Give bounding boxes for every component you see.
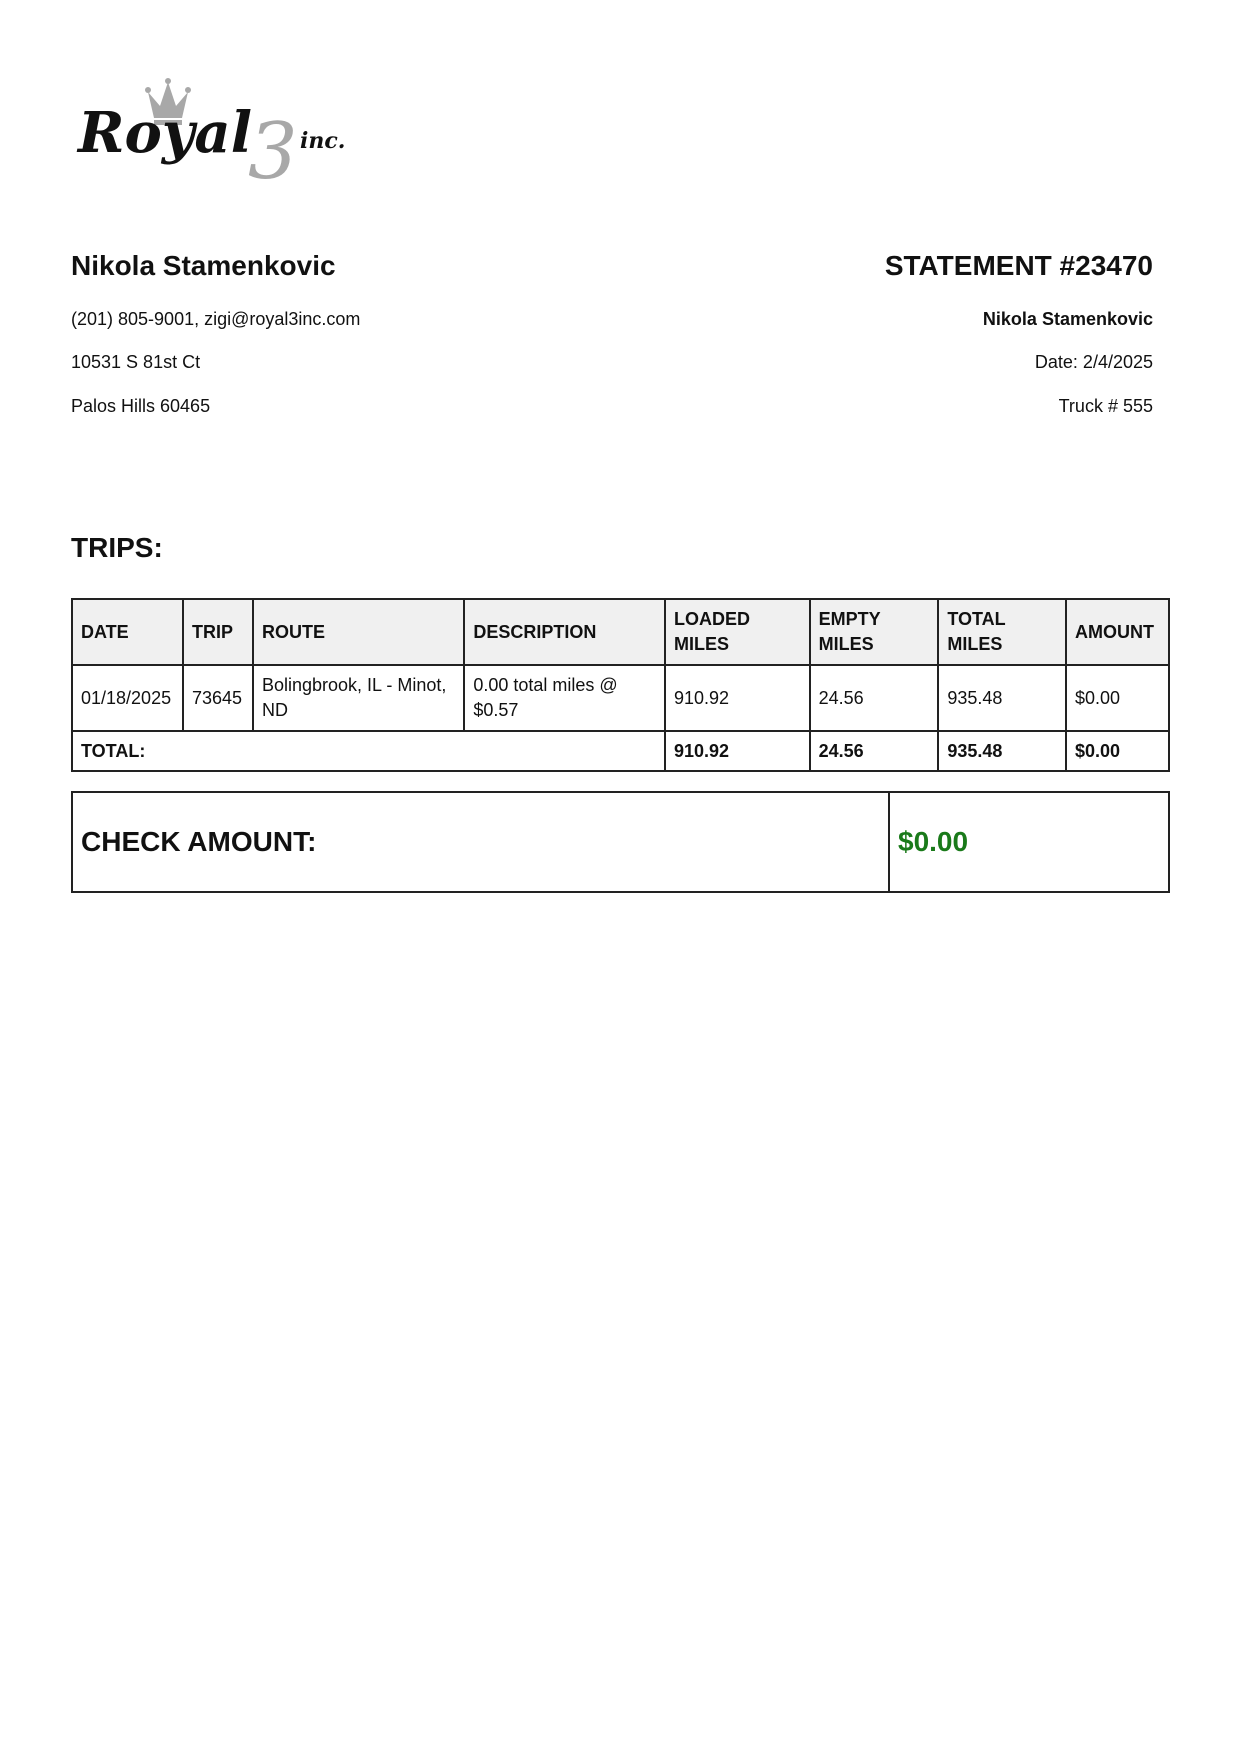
col-header-empty-miles: EMPTY MILES <box>810 599 939 665</box>
driver-name: Nikola Stamenkovic <box>71 250 336 281</box>
col-header-description: DESCRIPTION <box>464 599 665 665</box>
statement-recipient: Nikola Stamenkovic <box>982 309 1153 329</box>
cell-description: 0.00 total miles @ $0.57 <box>464 665 665 731</box>
total-loaded-miles: 910.92 <box>665 731 810 771</box>
statement-date: Date: 2/4/2025 <box>1034 352 1153 372</box>
cell-total-miles: 935.48 <box>938 665 1066 731</box>
cell-amount: $0.00 <box>1066 665 1169 731</box>
driver-address-line2: Palos Hills 60465 <box>71 396 211 416</box>
table-header-row <box>72 599 1169 665</box>
total-amount: $0.00 <box>1066 731 1169 771</box>
check-amount-label: CHECK AMOUNT: <box>72 792 889 892</box>
table-row <box>72 665 1169 731</box>
total-total-miles: 935.48 <box>938 731 1066 771</box>
cell-loaded-miles: 910.92 <box>665 665 810 731</box>
col-header-amount: AMOUNT <box>1066 599 1169 665</box>
cell-date: 01/18/2025 <box>72 665 183 731</box>
cell-route: Bolingbrook, IL - Minot, ND <box>253 665 464 731</box>
col-header-total-miles: TOTAL MILES <box>938 599 1066 665</box>
statement-title: STATEMENT #23470 <box>884 250 1153 281</box>
driver-address-line1: 10531 S 81st Ct <box>71 352 201 372</box>
company-logo <box>76 76 386 196</box>
col-header-route: ROUTE <box>253 599 464 665</box>
logo-wordmark: Royal <box>78 100 252 166</box>
cell-empty-miles: 24.56 <box>810 665 939 731</box>
trips-table <box>71 598 1170 772</box>
col-header-loaded-miles: LOADED MILES <box>665 599 810 665</box>
table-total-row <box>72 731 1169 771</box>
trips-heading: TRIPS: <box>71 532 163 563</box>
driver-contact: (201) 805-9001, zigi@royal3inc.com <box>71 309 361 329</box>
col-header-trip: TRIP <box>183 599 253 665</box>
logo-numeral: 3 <box>248 107 298 196</box>
check-amount-box <box>71 791 1170 893</box>
statement-truck: Truck # 555 <box>1058 396 1153 416</box>
total-label: TOTAL: <box>72 731 665 771</box>
logo-suffix: inc. <box>300 128 346 154</box>
cell-trip: 73645 <box>183 665 253 731</box>
col-header-date: DATE <box>72 599 183 665</box>
total-empty-miles: 24.56 <box>810 731 939 771</box>
check-amount-value: $0.00 <box>889 792 1169 892</box>
